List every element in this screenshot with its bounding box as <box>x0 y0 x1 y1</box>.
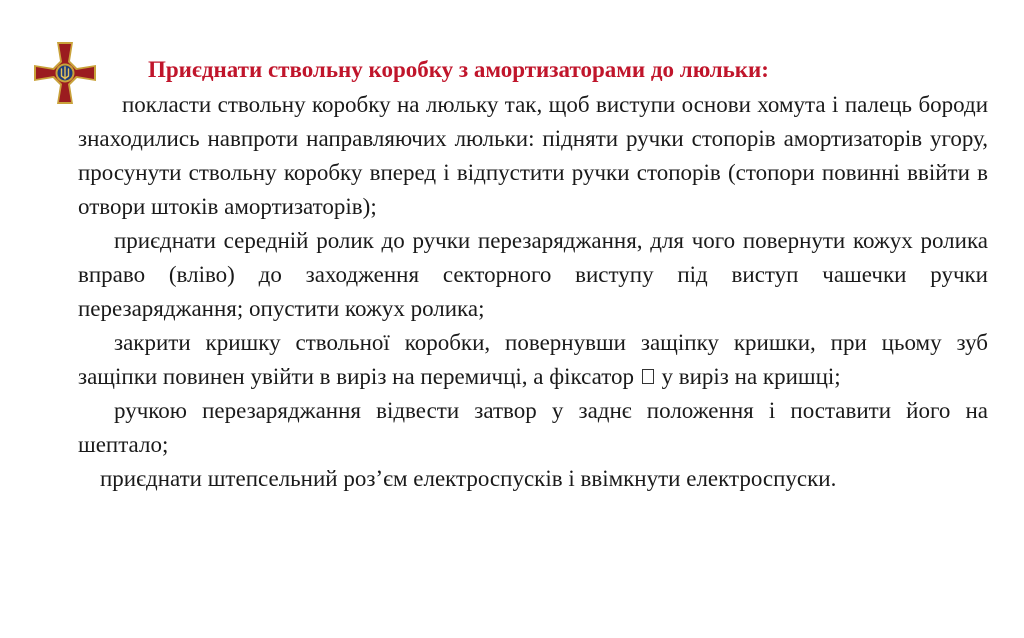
slide-title: Приєднати ствольну коробку з амортизаторами до люльки: <box>148 57 769 82</box>
instruction-body <box>78 88 988 496</box>
instruction-step-2: приєднати середній ролик до ручки перезаряджання, для чого повернути кожух ролика вправо (вліво) до заходження секторного виступу під виступ чашечки ручки перезаряджання; опустити кожух ролика; <box>78 228 988 321</box>
instruction-step-3-text-before: закрити кришку ствольної коробки, повернувши защіпку кришки, при цьому зуб защіпки повинен увійти в виріз на перемичці, а фіксатор <box>78 330 988 389</box>
instruction-step-3-text-after: у виріз на кришці; <box>661 364 841 389</box>
instruction-step-4: ручкою перезаряджання відвести затвор у заднє положення і поставити його на шептало; <box>78 398 988 457</box>
missing-glyph-box-icon <box>642 369 654 384</box>
instruction-step-1: покласти ствольну коробку на люльку так, щоб виступи основи хомута і палець бороди знаходились навпроти направляючих люльки: підняти ручки стопорів амортизаторів угору, просунути ствольну коробку вперед і відпустити ручки стопорів (стопори повинні ввійти в отвори штоків амортизаторів); <box>78 92 988 219</box>
instruction-step-5: приєднати штепсельний роз’єм електроспусків і ввімкнути електроспуски. <box>100 466 837 491</box>
instruction-step-3 <box>78 326 988 394</box>
